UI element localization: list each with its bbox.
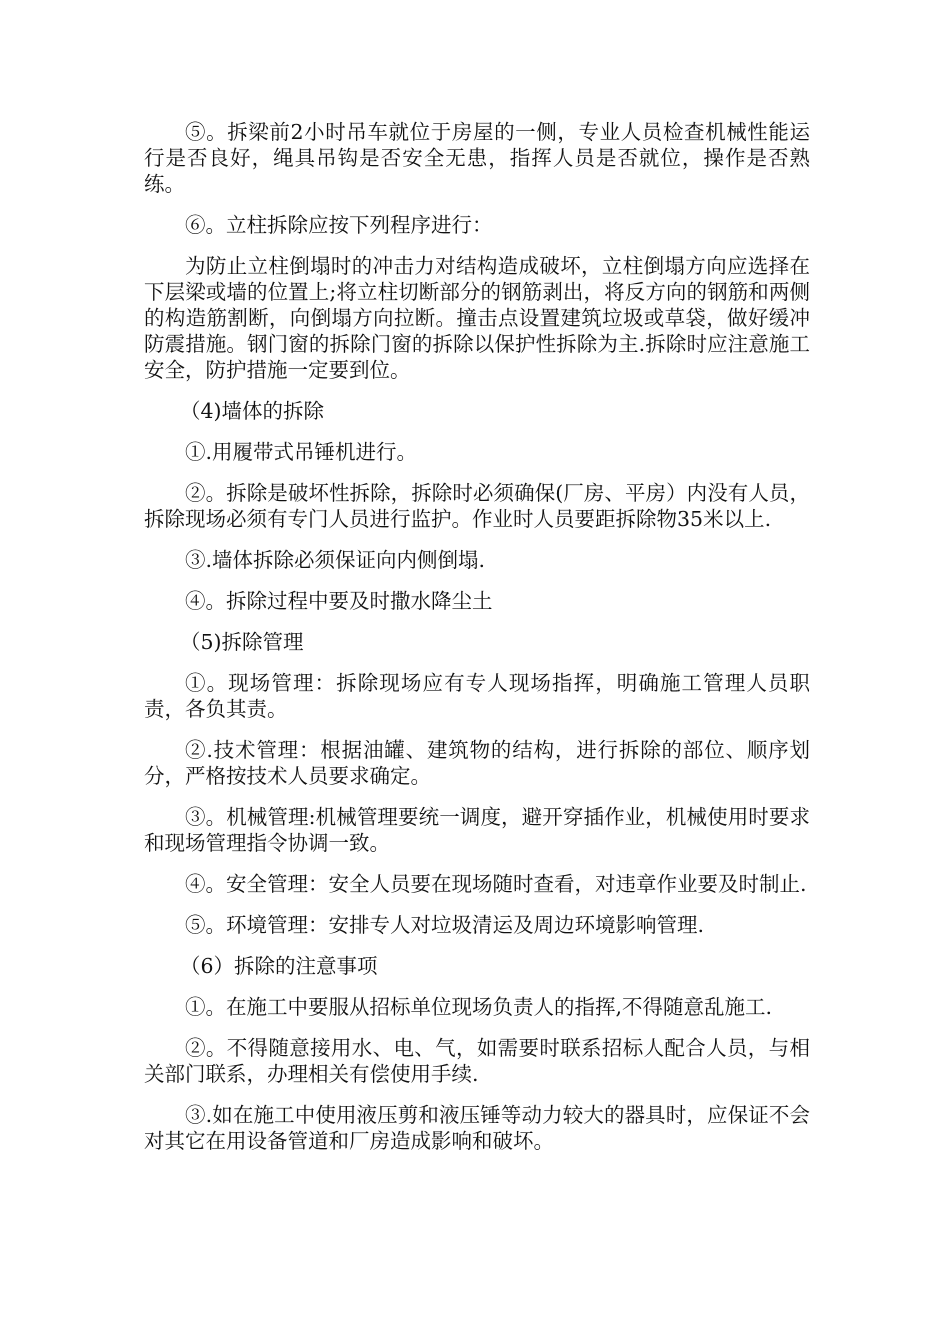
section-heading-removal-management: （5)拆除管理 [180, 630, 304, 654]
section-heading-wall-removal: （4)墙体的拆除 [180, 399, 325, 423]
document-body [144, 119, 810, 1169]
paragraph-column-removal-procedure: 为防止立柱倒塌时的冲击力对结构造成破坏，立柱倒塌方向应选择在下层梁或墙的位置上;将立柱切断部分的钢筋剥出，将反方向的钢筋和两侧的构造筋割断，向倒塌方向拉断。撞击点设置建筑垃圾或草袋，做好缓冲防震措施。钢门窗的拆除门窗的拆除以保护性拆除为主.拆除时应注意施工安全，防护措施一定要到位。 [144, 254, 810, 382]
paragraph-wall-removal-3: ③.墙体拆除必须保证向内侧倒塌. [185, 548, 486, 572]
paragraph-site-management: ①。现场管理：拆除现场应有专人现场指挥，明确施工管理人员职责，各负其责。 [144, 671, 810, 721]
paragraph-environment-management: ⑤。环境管理：安排专人对垃圾清运及周边环境影响管理. [185, 913, 705, 937]
paragraph-machinery-management: ③。机械管理:机械管理要统一调度，避开穿插作业，机械使用时要求和现场管理指令协调一致。 [144, 805, 810, 855]
paragraph-precaution-2: ②。不得随意接用水、电、气，如需要时联系招标人配合人员，与相关部门联系，办理相关有偿使用手续. [144, 1036, 810, 1086]
paragraph-precaution-1: ①。在施工中要服从招标单位现场负责人的指挥,不得随意乱施工. [185, 995, 773, 1019]
paragraph-column-removal-intro: ⑥。立柱拆除应按下列程序进行： [185, 213, 493, 237]
paragraph-wall-removal-2: ②。拆除是破坏性拆除，拆除时必须确保(厂房、平房）内没有人员，拆除现场必须有专门人员进行监护。作业时人员要距拆除物35米以上. [144, 481, 810, 531]
paragraph-safety-management: ④。安全管理：安全人员要在现场随时查看，对违章作业要及时制止. [185, 872, 807, 896]
paragraph-wall-removal-1: ①.用履带式吊锤机进行。 [185, 440, 418, 464]
paragraph-beam-removal-prep: ⑤。拆梁前2小时吊车就位于房屋的一侧，专业人员检查机械性能运行是否良好，绳具吊钩是否安全无患，指挥人员是否就位，操作是否熟练。 [144, 120, 810, 196]
paragraph-wall-removal-4: ④。拆除过程中要及时撒水降尘土 [185, 589, 493, 613]
section-heading-removal-precautions: （6）拆除的注意事项 [180, 954, 378, 978]
paragraph-technical-management: ②.技术管理：根据油罐、建筑物的结构，进行拆除的部位、顺序划分，严格按技术人员要求确定。 [144, 738, 810, 788]
paragraph-precaution-3: ③.如在施工中使用液压剪和液压锤等动力较大的器具时，应保证不会对其它在用设备管道和厂房造成影响和破坏。 [144, 1103, 810, 1153]
